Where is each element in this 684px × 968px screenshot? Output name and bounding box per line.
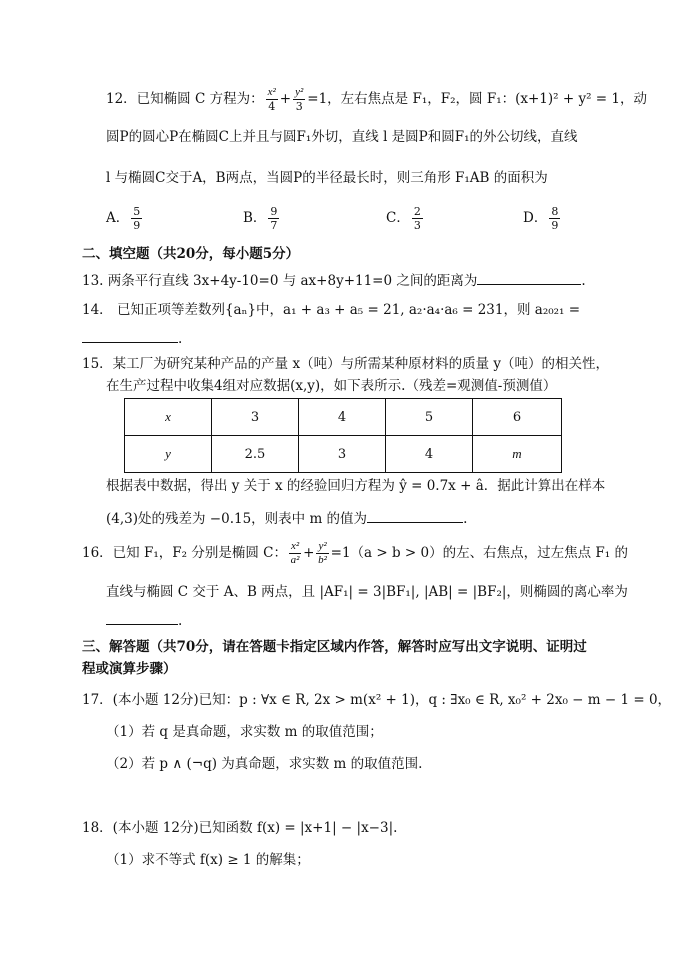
q12-option-a: A． $\frac{5}{9}$	[106, 205, 141, 232]
ellipse-frac-y: $\frac{\text{y²}}{3}$	[295, 86, 304, 113]
table-cell: 4	[299, 399, 386, 436]
q18-line1: 18．(本小题 12分)已知函数 f(x) = |x+1| − |x−3|.	[82, 820, 398, 836]
q17-line1: 17．(本小题 12分)已知：p : ∀x ∈ R, 2x > m(x² + 1)，q : ∃x₀ ∈ R, x₀² + 2x₀ − m − 1 = 0，	[82, 692, 672, 708]
q17-part1: （1）若 q 是真命题，求实数 m 的取值范围；	[106, 724, 383, 740]
q12-option-d: D． $\frac{8}{9}$	[523, 205, 559, 232]
section3-heading-cont: 程或演算步骤）	[82, 661, 177, 677]
q15-line2: 在生产过程中收集4组对应数据(x,y)，如下表所示.（残差=观测值-预测值）	[106, 378, 557, 394]
q16-frac-x: $\frac{\text{x²}}{\text{a²}}$	[290, 540, 300, 566]
q12-stem-start: 12．已知椭圆 C 方程为：	[106, 91, 264, 107]
table-row-x	[125, 399, 562, 436]
q16-answer: .	[106, 610, 182, 631]
q12-line2: 圆P的圆心P在椭圆C上并且与圆F₁外切，直线 l 是圆P和圆F₁的外公切线，直线	[106, 129, 578, 145]
q17-part2: （2）若 p ∧ (¬q) 为真命题，求实数 m 的取值范围.	[106, 756, 423, 772]
q16-frac-y: $\frac{\text{y²}}{\text{b²}}$	[318, 540, 327, 566]
table-cell: x	[125, 399, 212, 436]
table-row-y	[125, 436, 562, 473]
q12-option-c: C． $\frac{2}{3}$	[386, 205, 421, 232]
table-cell: 5	[386, 399, 473, 436]
q12-line1: 12．已知椭圆 C 方程为： $\frac{\text{x²}}{4}$ + $\frac{\text{y²}}{3}$ =1，左右焦点是 F₁，F₂，圆 F₁：(x+1)² + y² = 1，动	[106, 86, 647, 113]
table-cell: 3	[212, 399, 299, 436]
q18-part1: （1）求不等式 f(x) ≥ 1 的解集；	[106, 852, 310, 868]
q14-answer-blank	[82, 328, 178, 343]
q15-line4: (4,3)处的残差为 −0.15，则表中 m 的值为 .	[106, 508, 467, 529]
q15-answer-blank	[367, 508, 463, 523]
q14-answer: .	[82, 328, 182, 349]
q14: 14． 已知正项等差数列{aₙ}中，a₁ + a₃ + a₅ = 21, a₂·a₄·a₆ = 231，则 a₂₀₂₁ =	[82, 302, 581, 318]
table-cell: 3	[299, 436, 386, 473]
q16-line1: 16．已知 F₁，F₂ 分别是椭圆 C： $\frac{\text{x²}}{\text{a²}}$ + $\frac{\text{y²}}{\text{b²}}$ =1（a > b > 0）的左、右焦点，过左焦点 F₁ 的	[82, 540, 628, 566]
table-cell: y	[125, 436, 212, 473]
q15-line1: 15．某工厂为研究某种产品的产量 x（吨）与所需某种原材料的质量 y（吨）的相关性，	[82, 356, 609, 372]
q15-line3: 根据表中数据，得出 y 关于 x 的经验回归方程为 ŷ = 0.7x + â．据此计算出在样本	[106, 478, 606, 494]
section2-heading: 二、填空题（共20分，每小题5分）	[82, 246, 300, 262]
ellipse-frac-x: $\frac{\text{x²}}{4}$	[267, 86, 276, 113]
q16-answer-blank	[106, 610, 178, 625]
q13: 13. 两条平行直线 3x+4y-10=0 与 ax+8y+11=0 之间的距离为 .	[82, 270, 586, 291]
q15-data-table	[124, 398, 562, 473]
q12-option-b: B． $\frac{9}{7}$	[243, 205, 278, 232]
q13-answer-blank	[477, 270, 581, 285]
q16-line2: 直线与椭圆 C 交于 A、B 两点，且 |AF₁| = 3|BF₁|, |AB| = |BF₂|，则椭圆的离心率为	[106, 584, 628, 600]
q12-stem-mid: =1，左右焦点是 F₁，F₂，圆 F₁：(x+1)² + y² = 1，动	[307, 91, 647, 107]
table-cell: 4	[386, 436, 473, 473]
section3-heading: 三、解答题（共70分，请在答题卡指定区域内作答，解答时应写出文字说明、证明过	[82, 639, 587, 655]
table-cell: 2.5	[212, 436, 299, 473]
q12-line3: l 与椭圆C交于A，B两点，当圆P的半径最长时，则三角形 F₁AB 的面积为	[106, 170, 548, 186]
table-cell: m	[473, 436, 562, 473]
table-cell: 6	[473, 399, 562, 436]
